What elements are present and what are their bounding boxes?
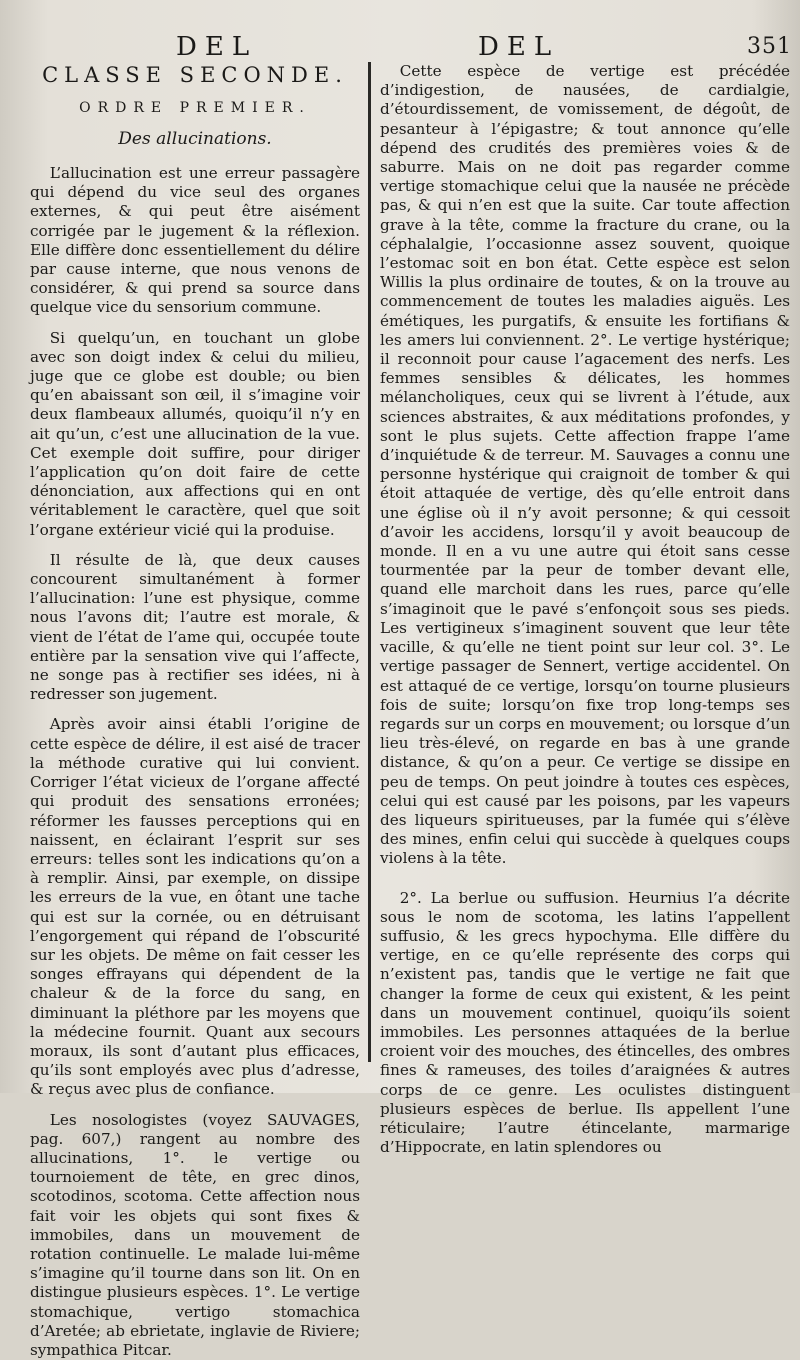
order-heading: ORDRE PREMIER.	[79, 100, 311, 116]
left-column	[30, 62, 360, 1360]
page-number: 351	[747, 34, 792, 59]
paragraph: Après avoir ainsi établi l’origine de cette espèce de délire, il est aisé de tracer la méthode curative qui lui convient. Corriger l’état vicieux de l’organe affecté qui produit des sensations erronées; réformer les fausses perceptions qui en naissent, en éclairant l’esprit sur ses erreurs: telles sont les indications qu’on a à remplir. Ainsi, par exemple, on dissipe les erreurs de la vue, en ôtant une tache qui est sur la cornée, ou en détruisant l’engorgement qui répand de l’obscurité sur les objets. De même on fait cesser les songes effrayans qui dépendent de la chaleur & de la force du sang, en diminuant la pléthore par les moyens que la médecine fournit. Quant aux secours moraux, ils sont d’autant plus efficaces, qu’ils sont employés avec plus d’adresse, & reçus avec plus de confiance.	[30, 715, 360, 1099]
paragraph: 2°. La berlue ou suffusion. Heurnius l’a décrite sous le nom de scotoma, les latins l’appellent suffusio, & les grecs hypochyma. Elle diffère du vertige, en ce qu’elle représente des corps qui n’existent pas, tandis que le vertige ne fait que changer la forme de ceux qui existent, & les peint dans un mouvement continuel, quoiqu’ils soient immobiles. Les personnes attaquées de la berlue croient voir des mouches, des étincelles, des ombres fines & rameuses, des toiles d’araignées & autres corps de ce genre. Les oculistes distinguent plusieurs espèces de berlue. Ils appellent l’une réticulaire; l’autre étincelante, marmarige d’Hippocrate, en latin splendores ou	[380, 888, 790, 1157]
section-title: Des allucinations.	[118, 129, 272, 149]
paragraph: Cette espèce de vertige est précédée d’indigestion, de nausées, de cardialgie, d’étourdissement, de vomissement, de dégoût, de pesanteur à l’épigastre; & tout annonce qu’elle dépend des crudités des premières voies & de saburre. Mais on ne doit pas regarder comme vertige stomachique celui que la nausée ne précède pas, & qui n’en est que la suite. Car toute affection grave à la tête, comme la fracture du crane, ou la céphalalgie, l’occasionne assez souvent, quoique l’estomac soit en bon état. Cette espèce est selon Willis la plus ordinaire de toutes, & on la trouve au commencement de toutes les maladies aiguës. Les émétiques, les purgatifs, & ensuite les fortifians & les amers lui conviennent. 2°. Le vertige hystérique; il reconnoit pour cause l’agacement des nerfs. Les femmes sensibles & délicates, les hommes mélancholiques, ceux qui se livrent à l’étude, aux sciences abstraites, & aux méditations profondes, y sont le plus sujets. Cette affection frappe l’ame d’inquiétude & de terreur. M. Sauvages a connu une personne hystérique qui craignoit de tomber & qui étoit attaquée de vertige, dès qu’elle entroit dans une église où il n’y avoit personne; & qui cessoit d’avoir les accidens, lorsqu’il y avoit beaucoup de monde. Il en a vu une autre qui étoit sans cesse tourmentée par la peur de tomber devant elle, quand elle marchoit dans les rues, parce qu’elle s’imaginoit que le pavé s’enfonçoit sous ses pieds. Les vertigineux s’imaginent souvent que leur tête vacille, & qu’elle ne tient point sur leur col. 3°. Le vertige passager de Sennert, vertige accidentel. On est attaqué de ce vertige, lorsqu’on tourne plusieurs fois de suite; lorsqu’on fixe trop long-temps ses regards sur un corps en mouvement; ou lorsque d’un lieu très-élevé, on regarde en bas à une grande distance, & qu’on a peur. Ce vertige se dissipe en peu de temps. On peut joindre à toutes ces espèces, celui qui est causé par les poisons, par les vapeurs des liqueurs spiritueuses, par la fumée qui s’élève des mines, enfin celui qui succède à quelques coups violens à la tête.	[380, 62, 790, 868]
paragraph: Il résulte de là, que deux causes concourent simultanément à former l’allucination: l’une est physique, comme nous l’avons dit; l’autre est morale, & vient de l’état de l’ame qui, occupée toute entière par la sensation vive qui l’affecte, ne songe pas à rectifier ses idées, ni à redresser son jugement.	[30, 550, 360, 704]
paragraph: L’allucination est une erreur passagère qui dépend du vice seul des organes externes, & qui peut être aisément corrigée par le jugement & la réflexion. Elle diffère donc essentiellement du délire par cause interne, que nous venons de considérer, & qui prend sa source dans quelque vice du sensorium commune.	[30, 164, 360, 317]
right-column	[380, 62, 790, 1157]
running-head-right: DEL	[478, 32, 560, 62]
column-divider	[368, 62, 371, 1062]
running-head-left: DEL	[176, 32, 258, 62]
class-heading: CLASSE SECONDE.	[42, 63, 348, 87]
paragraph: Si quelqu’un, en touchant un globe avec son doigt index & celui du milieu, juge que ce globe est double; ou bien qu’en abaissant son œil, il s’imagine voir deux flambeaux allumés, quoiqu’il n’y en ait qu’un, c’est une allucination de la vue. Cet exemple doit suffire, pour diriger l’application qu’on doit faire de cette dénonciation, aux affections qui en ont véritablement le caractère, quel que soit l’organe extérieur vicié qui la produise.	[30, 328, 360, 539]
paragraph: Les nosologistes (voyez SAUVAGES, pag. 607,) rangent au nombre des allucinations, 1°. le vertige ou tournoiement de tête, en grec dinos, scotodinos, scotoma. Cette affection nous fait voir les objets qui sont fixes & immobiles, dans un mouvement de rotation continuelle. Le malade lui-même s’imagine qu’il tourne dans son lit. On en distingue plusieurs espèces. 1°. Le vertige stomachique, vertigo stomachica d’Aretée; ab ebrietate, inglavie de Riviere; sympathica Pitcar.	[30, 1110, 360, 1359]
